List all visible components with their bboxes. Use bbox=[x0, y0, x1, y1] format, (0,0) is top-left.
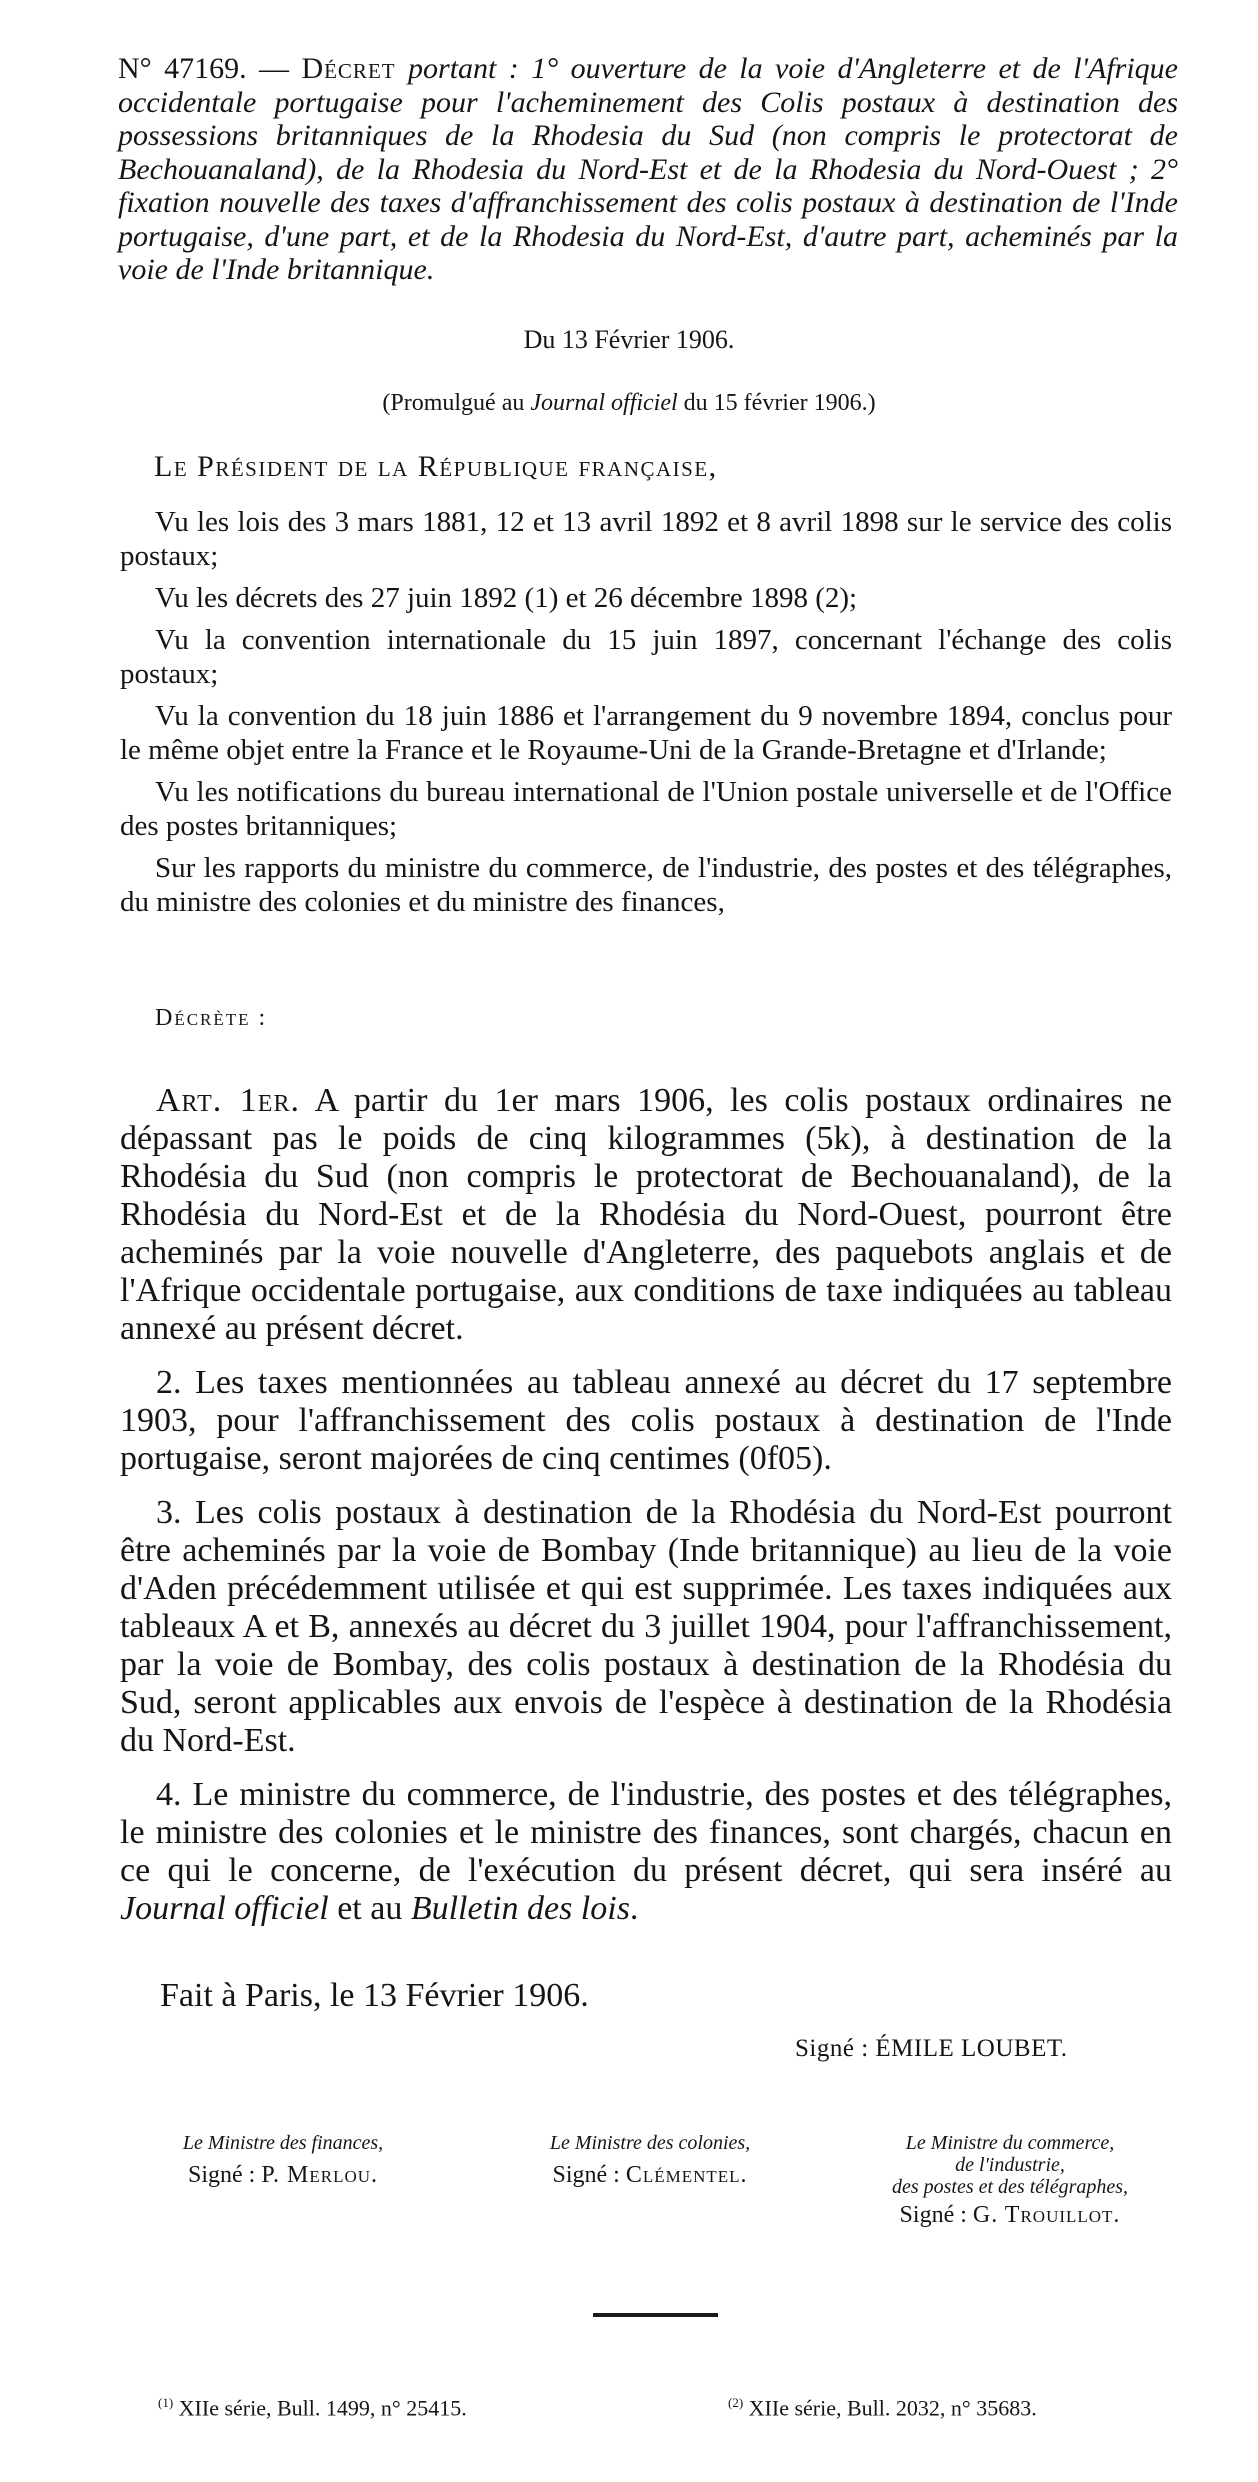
minister-role: Le Ministre des colonies, bbox=[549, 2132, 751, 2154]
decree-header bbox=[118, 52, 1178, 287]
minister-role-line: Le Ministre du commerce, bbox=[905, 2132, 1115, 2154]
president-heading: Le Président de la République française, bbox=[154, 450, 718, 483]
footnote-text: XIIe série, Bull. 2032, n° 35683. bbox=[748, 2395, 1037, 2421]
footnote-1 bbox=[158, 2395, 467, 2421]
footnote-mark: (1) bbox=[158, 2395, 174, 2410]
decree-title: portant : 1° ouverture de la voie d'Angleterre et de l'Afrique occidentale portugaise pour l'acheminement des Colis postaux à destination des possessions britanniques de la Rhodesia du Sud (non compris le protectorat de Bechouanaland), de la Rhodesia du Nord-Est et de la Rhodesia du Nord-Ouest ; 2° fixation nouvelle des taxes d'affranchissement des colis postaux à destination de l'Inde portugaise, d'une part, et de la Rhodesia du Nord-Est, d'autre part, acheminés par la voie de l'Inde britannique. bbox=[118, 52, 1179, 286]
header-dash: — bbox=[259, 52, 290, 85]
minister-role: Le Ministre des finances, bbox=[182, 2132, 384, 2154]
article-4-text: 4. Le ministre du commerce, de l'industrie, des postes et des télégraphes, le ministre des colonies et le ministre des finances, sont chargés, chacun en ce qui le concerne, de l'exécution du présent décret, qui sera inséré au bbox=[120, 1776, 1172, 1889]
decree-number: N° 47169. bbox=[118, 52, 247, 85]
signe-label: Signé : bbox=[552, 2162, 620, 2188]
article-4-and: et au bbox=[328, 1890, 411, 1927]
minister-signature bbox=[840, 2202, 1180, 2229]
decree-date: Du 13 Février 1906. bbox=[523, 325, 735, 354]
promulgation-note bbox=[0, 390, 1258, 417]
vu-paragraph: Vu les décrets des 27 juin 1892 (1) et 26 décembre 1898 (2); bbox=[155, 582, 858, 614]
promulgation-prefix: (Promulgué au bbox=[382, 390, 531, 416]
minister-colonies bbox=[505, 2132, 795, 2189]
minister-signature bbox=[138, 2162, 428, 2189]
articles bbox=[120, 1082, 1172, 1928]
minister-role-line: de l'industrie, bbox=[955, 2154, 1065, 2176]
footnote-mark: (2) bbox=[728, 2395, 744, 2410]
fait-a-paris: Fait à Paris, le 13 Février 1906. bbox=[160, 1977, 589, 2014]
president-signature: Signé : ÉMILE LOUBET. bbox=[795, 2035, 1068, 2062]
footnote-2 bbox=[728, 2395, 1037, 2421]
vu-paragraph: Sur les rapports du ministre du commerce, de l'industrie, des postes et des télégraphes, du ministre des colonies et du ministre des finances, bbox=[120, 852, 1172, 918]
footnote-text: XIIe série, Bull. 1499, n° 25415. bbox=[178, 2395, 467, 2421]
promulgation-journal: Journal officiel bbox=[530, 390, 678, 416]
article-4 bbox=[120, 1776, 1172, 1928]
article-1 bbox=[120, 1082, 1172, 1348]
promulgation-suffix: du 15 février 1906.) bbox=[677, 390, 876, 416]
decret-label: Décret bbox=[301, 52, 396, 85]
minister-finances bbox=[138, 2132, 428, 2189]
signe-label: Signé : bbox=[187, 2162, 256, 2188]
article-4-journal: Journal officiel bbox=[120, 1890, 329, 1927]
vu-paragraph: Vu les notifications du bureau international de l'Union postale universelle et de l'Office des postes britanniques; bbox=[120, 776, 1172, 842]
minister-role-line: des postes et des télégraphes, bbox=[891, 2176, 1129, 2198]
decrete-heading: Décrète : bbox=[155, 1005, 268, 1031]
vu-block bbox=[120, 505, 1172, 919]
vu-paragraph: Vu les lois des 3 mars 1881, 12 et 13 avril 1892 et 8 avril 1898 sur le service des colis postaux; bbox=[120, 506, 1172, 572]
article-2: 2. Les taxes mentionnées au tableau annexé au décret du 17 septembre 1903, pour l'affranchissement des colis postaux à destination de l'Inde portugaise, seront majorées de cinq centimes (0f05). bbox=[120, 1364, 1172, 1477]
vu-paragraph: Vu la convention du 18 juin 1886 et l'arrangement du 9 novembre 1894, conclus pour le même objet entre la France et le Royaume-Uni de la Grande-Bretagne et d'Irlande; bbox=[120, 700, 1172, 766]
article-4-end: . bbox=[629, 1890, 639, 1927]
article-4-bulletin: Bulletin des lois bbox=[410, 1890, 630, 1927]
minister-name: Clémentel. bbox=[625, 2162, 748, 2188]
minister-commerce bbox=[840, 2132, 1180, 2229]
vu-paragraph: Vu la convention internationale du 15 juin 1897, concernant l'échange des colis postaux; bbox=[120, 624, 1172, 690]
minister-signature bbox=[505, 2162, 795, 2189]
article-3: 3. Les colis postaux à destination de la Rhodésia du Nord-Est pourront être acheminés par la voie de Bombay (Inde britannique) au lieu de la voie d'Aden précédemment utilisée et qui est supprimée. Les taxes indiquées aux tableaux A et B, annexés au décret du 3 juillet 1904, pour l'affranchissement, par la voie de Bombay, des colis postaux à destination de la Rhodésia du Sud, seront applicables aux envois de l'espèce à destination de la Rhodésia du Nord-Est. bbox=[120, 1494, 1172, 1759]
minister-name: P. Merlou. bbox=[261, 2162, 379, 2188]
signe-label: Signé : bbox=[899, 2202, 967, 2228]
minister-name: G. Trouillot. bbox=[972, 2202, 1121, 2228]
article-1-label: Art. 1er. bbox=[156, 1082, 300, 1119]
separator-rule bbox=[593, 2313, 718, 2317]
article-1-text: A partir du 1er mars 1906, les colis postaux ordinaires ne dépassant pas le poids de cinq kilogrammes (5k), à destination de la Rhodésia du Sud (non compris le protectorat de Bechouanaland), de la Rhodésia du Nord-Est et de la Rhodésia du Nord-Ouest, pourront être acheminés par la voie nouvelle d'Angleterre, des paquebots anglais et de l'Afrique occidentale portugaise, aux conditions de taxe indiquées au tableau annexé au présent décret. bbox=[120, 1082, 1173, 1347]
